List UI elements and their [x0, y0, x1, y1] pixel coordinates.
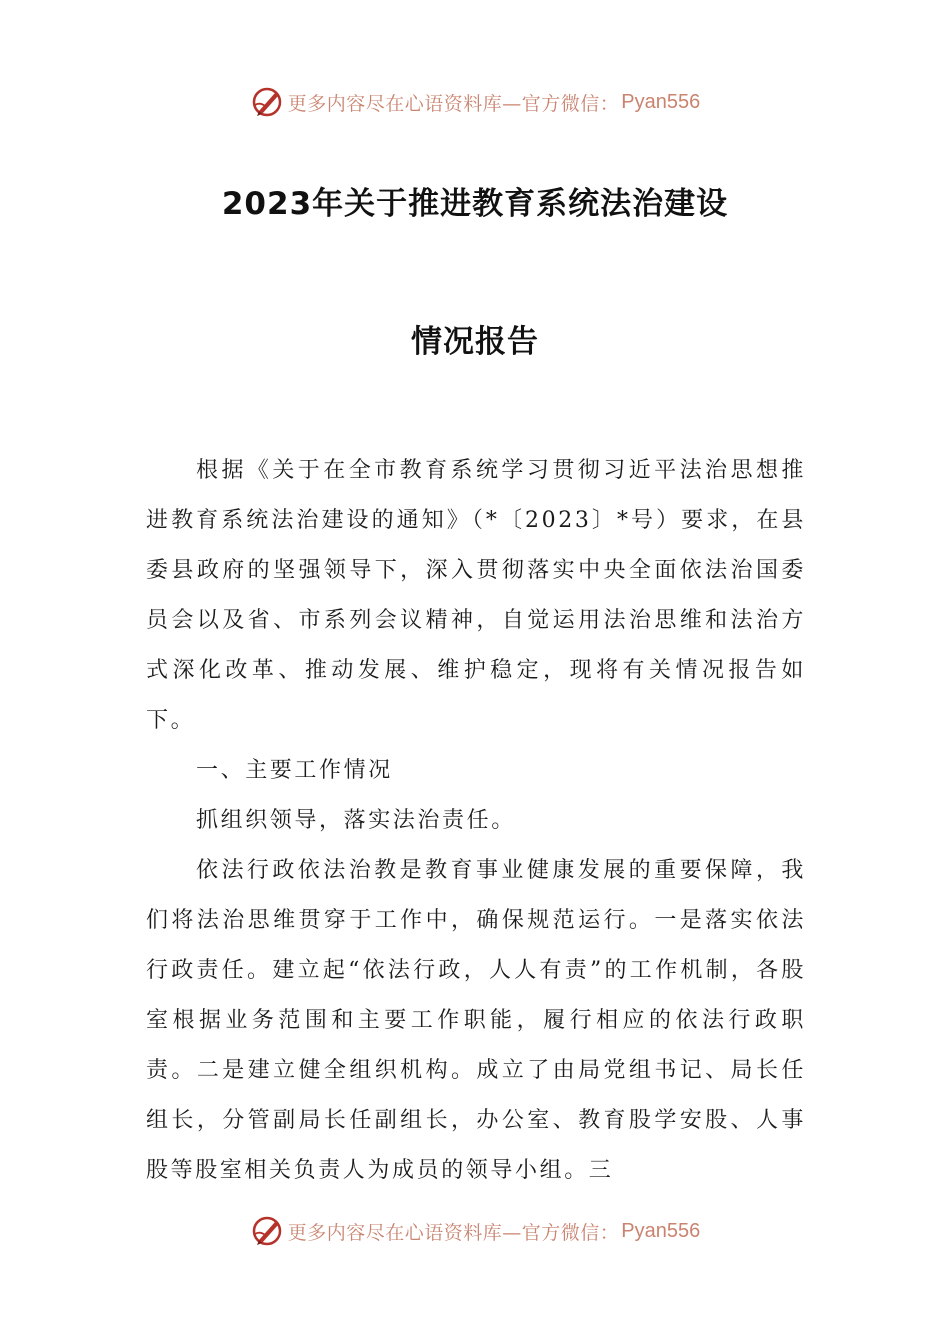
subsection-heading: 抓组织领导，落实法治责任。 — [196, 808, 516, 833]
watermark-wechat-id: Pyan556 — [621, 1219, 701, 1242]
section-heading: 一、主要工作情况 — [196, 758, 393, 783]
document-body — [146, 446, 806, 1196]
watermark-text: 更多内容尽在心语资料库—官方微信： — [287, 1221, 620, 1244]
paragraph-body: 依法行政依法治教是教育事业健康发展的重要保障，我们将法治思维贯穿于工作中，确保规范运行。一是落实依法行政责任。建立起“依法行政，人人有责”的工作机制，各股室根据业务范围和主要工作职能，履行相应的依法行政职责。二是建立健全组织机构。成立了由局党组书记、局长任组长，分管副局长任副组长，办公室、教育股学安股、人事股等股室相关负责人为成员的领导小组。三 — [146, 858, 806, 1183]
paragraph-intro: 根据《关于在全市教育系统学习贯彻习近平法治思想推进教育系统法治建设的通知》（*〔2023〕*号）要求，在县委县政府的坚强领导下，深入贯彻落实中央全面依法治国委员会以及省、市系列会议精神，自觉运用法治思维和法治方式深化改革、推动发展、维护稳定，现将有关情况报告如下。 — [146, 458, 806, 733]
document-title-line2: 情况报告 — [411, 324, 539, 360]
document-title-line1: 2023年关于推进教育系统法治建设 — [221, 186, 729, 222]
watermark-footer — [0, 1211, 950, 1251]
watermark-header — [0, 82, 950, 122]
pen-logo-icon — [250, 85, 284, 119]
watermark-wechat-id: Pyan556 — [621, 90, 701, 113]
watermark-text: 更多内容尽在心语资料库—官方微信： — [287, 92, 620, 115]
pen-logo-icon — [250, 1214, 284, 1248]
